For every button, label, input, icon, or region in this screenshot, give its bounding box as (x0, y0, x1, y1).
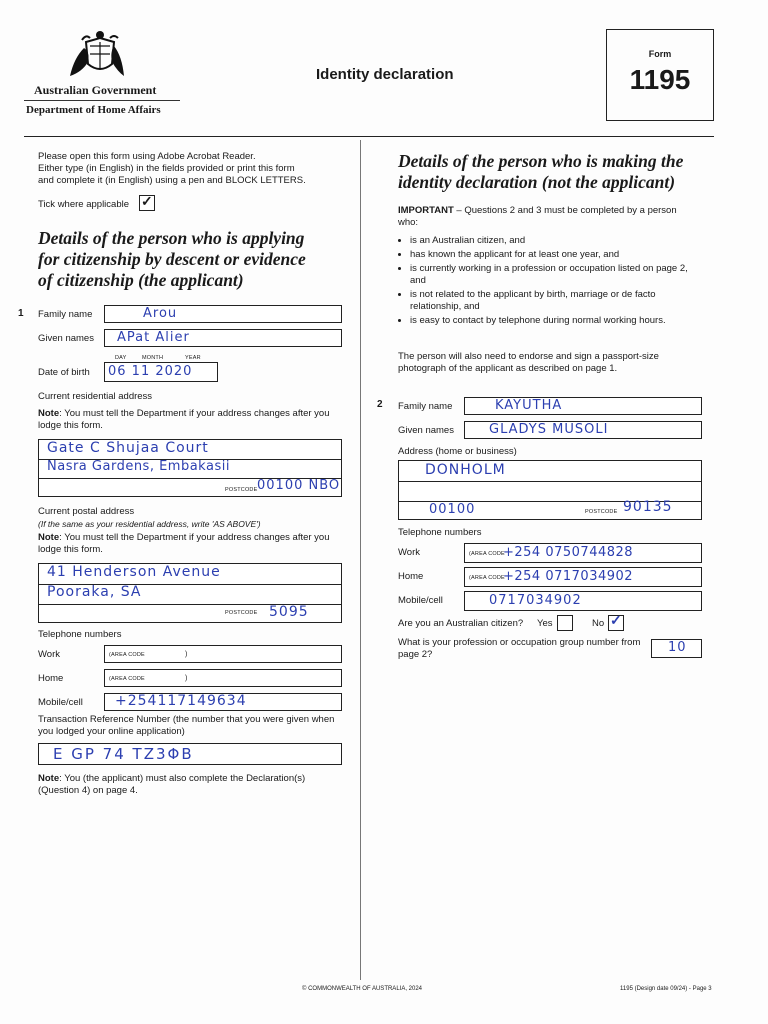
declarant-work-phone-field[interactable] (464, 543, 702, 563)
residential-note-text: : You must tell the Department if your address changes after you (59, 408, 330, 419)
residential-address-label: Current residential address (38, 391, 153, 402)
area-code-caption: (AREA CODE (469, 551, 505, 557)
citizen-yes-checkbox[interactable] (557, 615, 573, 631)
residential-postcode-value: 00100 NBO (257, 478, 341, 493)
important-text-2: who: (398, 217, 419, 228)
area-code-caption: (AREA CODE (109, 676, 145, 682)
family-name-label: Family name (38, 309, 93, 320)
dob-field[interactable] (104, 362, 218, 382)
intro-line-1: Please open this form using Adobe Acrobat Reader. (38, 151, 256, 162)
declarant-family-name-value: KAYUTHA (495, 398, 563, 413)
declarant-home-label: Home (398, 571, 424, 582)
declarant-mobile-label: Mobile/cell (398, 595, 443, 606)
department-name: Department of Home Affairs (26, 104, 161, 116)
coat-of-arms-logo (60, 28, 140, 80)
family-name-field[interactable] (104, 305, 342, 323)
postal-postcode-label: POSTCODE (225, 610, 258, 616)
endorse-line-2: photograph of the applicant as described on page 1. (398, 363, 618, 374)
intro-text (38, 151, 306, 187)
declarant-heading-line-1: Details of the person who is making the (398, 151, 684, 171)
residential-note-label: Note (38, 408, 60, 419)
residential-line-1: Gate C Shujaa Court (47, 440, 209, 456)
declarant-section-heading (398, 151, 683, 193)
declarant-postcode-label: POSTCODE (585, 509, 618, 515)
declarant-postcode-value: 90135 (623, 499, 673, 515)
dob-value: 06 11 2020 (108, 364, 193, 379)
dob-label: Date of birth (38, 367, 90, 378)
requirement-item: • is easy to contact by telephone during normal working hours. (410, 315, 698, 327)
postal-postcode-value: 5095 (269, 604, 309, 620)
declarant-work-label: Work (398, 547, 420, 558)
declarant-address-line-2: 00100 (429, 502, 476, 517)
bottom-note-label: Note (38, 773, 60, 784)
declarant-mobile-value: 0717034902 (489, 593, 582, 608)
residential-postcode-label: POSTCODE (225, 487, 258, 493)
area-code-close: ) (185, 651, 188, 658)
declarant-work-value: +254 0750744828 (503, 545, 634, 560)
citizen-no-checkbox[interactable] (608, 612, 624, 631)
postal-line-2: Pooraka, SA (47, 584, 142, 600)
dob-day-caption: DAY (115, 355, 127, 361)
requirements-list (398, 235, 698, 329)
citizen-no-tick: ✓ (610, 612, 622, 628)
header-divider-small (24, 100, 180, 101)
profession-question-line-1: What is your profession or occupation group number from (398, 637, 641, 648)
postal-line-1: 41 Henderson Avenue (47, 564, 221, 580)
endorse-line-1: The person will also need to endorse and sign a passport-size (398, 351, 659, 362)
applicant-work-phone-field[interactable] (104, 645, 342, 663)
declarant-family-name-label: Family name (398, 401, 453, 412)
applicant-work-label: Work (38, 649, 60, 660)
tick-mark: ✓ (141, 193, 153, 209)
applicant-mobile-field[interactable] (104, 693, 342, 711)
profession-question (398, 637, 640, 661)
declarant-heading-line-2: identity declaration (not the applicant) (398, 172, 676, 192)
column-divider (360, 140, 361, 980)
postal-note-label: Note (38, 532, 60, 543)
important-notice (398, 205, 708, 229)
area-code-caption: (AREA CODE (469, 575, 505, 581)
intro-line-2: Either type (in English) in the fields provided or print this form (38, 163, 295, 174)
postal-address-instruction: (If the same as your residential address, write 'AS ABOVE') (38, 519, 261, 529)
declarant-given-names-value: GLADYS MUSOLI (489, 422, 609, 437)
trn-label-line-1: Transaction Reference Number (the number that you were given when (38, 714, 335, 725)
applicant-mobile-label: Mobile/cell (38, 697, 83, 708)
intro-line-3: and complete it (in English) using a pen and BLOCK LETTERS. (38, 175, 306, 186)
important-text: – Questions 2 and 3 must be completed by a person (453, 205, 677, 216)
postal-note-text-2: lodge this form. (38, 544, 103, 555)
given-names-label: Given names (38, 333, 94, 344)
form-number: 1195 (629, 64, 691, 95)
profession-number-value: 10 (668, 640, 687, 655)
applicant-home-phone-field[interactable] (104, 669, 342, 687)
applicant-bottom-note (38, 773, 305, 797)
tick-label: Tick where applicable (38, 199, 129, 210)
copyright-footer: © COMMONWEALTH OF AUSTRALIA, 2024 (302, 986, 422, 992)
tick-example-box (139, 195, 155, 211)
bottom-note-text: : You (the applicant) must also complete the Declaration(s) (59, 773, 306, 784)
declarant-address-label: Address (home or business) (398, 446, 517, 457)
area-code-close: ) (185, 675, 188, 682)
residential-note-text-2: lodge this form. (38, 420, 103, 431)
applicant-heading-line-3: of citizenship (the applicant) (38, 270, 244, 290)
given-names-value: APat Alier (117, 330, 190, 345)
declarant-address-field[interactable] (398, 460, 702, 520)
postal-note (38, 532, 348, 556)
declarant-given-names-label: Given names (398, 425, 454, 436)
applicant-section-heading (38, 228, 306, 291)
requirement-item: • is not related to the applicant by birth, marriage or de facto relationship, and (410, 289, 698, 313)
declarant-address-line-1: DONHOLM (425, 462, 506, 478)
endorse-text (398, 351, 659, 375)
applicant-heading-line-1: Details of the person who is applying (38, 228, 305, 248)
declarant-given-names-field[interactable] (464, 421, 702, 439)
residential-address-field[interactable] (38, 439, 342, 497)
government-name: Australian Government (34, 83, 157, 97)
header-rule (24, 136, 714, 137)
trn-value: E GP 74 TZ3ΦB (53, 745, 194, 763)
declarant-phone-heading: Telephone numbers (398, 527, 482, 538)
given-names-field[interactable] (104, 329, 342, 347)
page-title: Identity declaration (316, 66, 454, 83)
postal-address-label: Current postal address (38, 506, 135, 517)
applicant-home-label: Home (38, 673, 64, 684)
postal-note-text: : You must tell the Department if your address changes after you (59, 532, 330, 543)
citizen-yes-label: Yes (537, 618, 553, 629)
requirement-item: • is currently working in a profession or occupation listed on page 2, and (410, 263, 698, 287)
question-number-1: 1 (18, 308, 24, 319)
declarant-family-name-field[interactable] (464, 397, 702, 415)
form-label: Form (648, 49, 672, 59)
applicant-heading-line-2: for citizenship by descent or evidence (38, 249, 306, 269)
trn-label-line-2: you lodged your online application) (38, 726, 185, 737)
applicant-mobile-value: +254117149634 (115, 693, 247, 709)
citizen-question: Are you an Australian citizen? (398, 618, 524, 629)
citizen-no-label: No (592, 618, 605, 629)
declarant-home-phone-field[interactable] (464, 567, 702, 587)
dob-month-caption: MONTH (142, 355, 164, 361)
trn-field[interactable] (38, 743, 342, 765)
dob-year-caption: YEAR (185, 355, 201, 361)
profession-number-field[interactable] (651, 639, 702, 658)
important-label: IMPORTANT (398, 205, 454, 216)
applicant-phone-heading: Telephone numbers (38, 629, 122, 640)
residential-note (38, 408, 348, 432)
trn-label (38, 714, 334, 738)
bottom-note-text-2: (Question 4) on page 4. (38, 785, 138, 796)
form-number-box (606, 29, 714, 121)
profession-question-line-2: page 2? (398, 649, 433, 660)
question-number-2: 2 (377, 399, 383, 410)
page-footer-info: 1195 (Design date 09/24) - Page 3 (620, 986, 712, 992)
residential-line-2: Nasra Gardens, Embakasii (47, 459, 230, 474)
requirement-item: • has known the applicant for at least one year, and (410, 249, 698, 261)
declarant-mobile-field[interactable] (464, 591, 702, 611)
declarant-home-value: +254 0717034902 (503, 569, 634, 584)
requirement-item: • is an Australian citizen, and (410, 235, 698, 247)
family-name-value: Arou (143, 306, 178, 321)
area-code-caption: (AREA CODE (109, 652, 145, 658)
postal-address-field[interactable] (38, 563, 342, 623)
